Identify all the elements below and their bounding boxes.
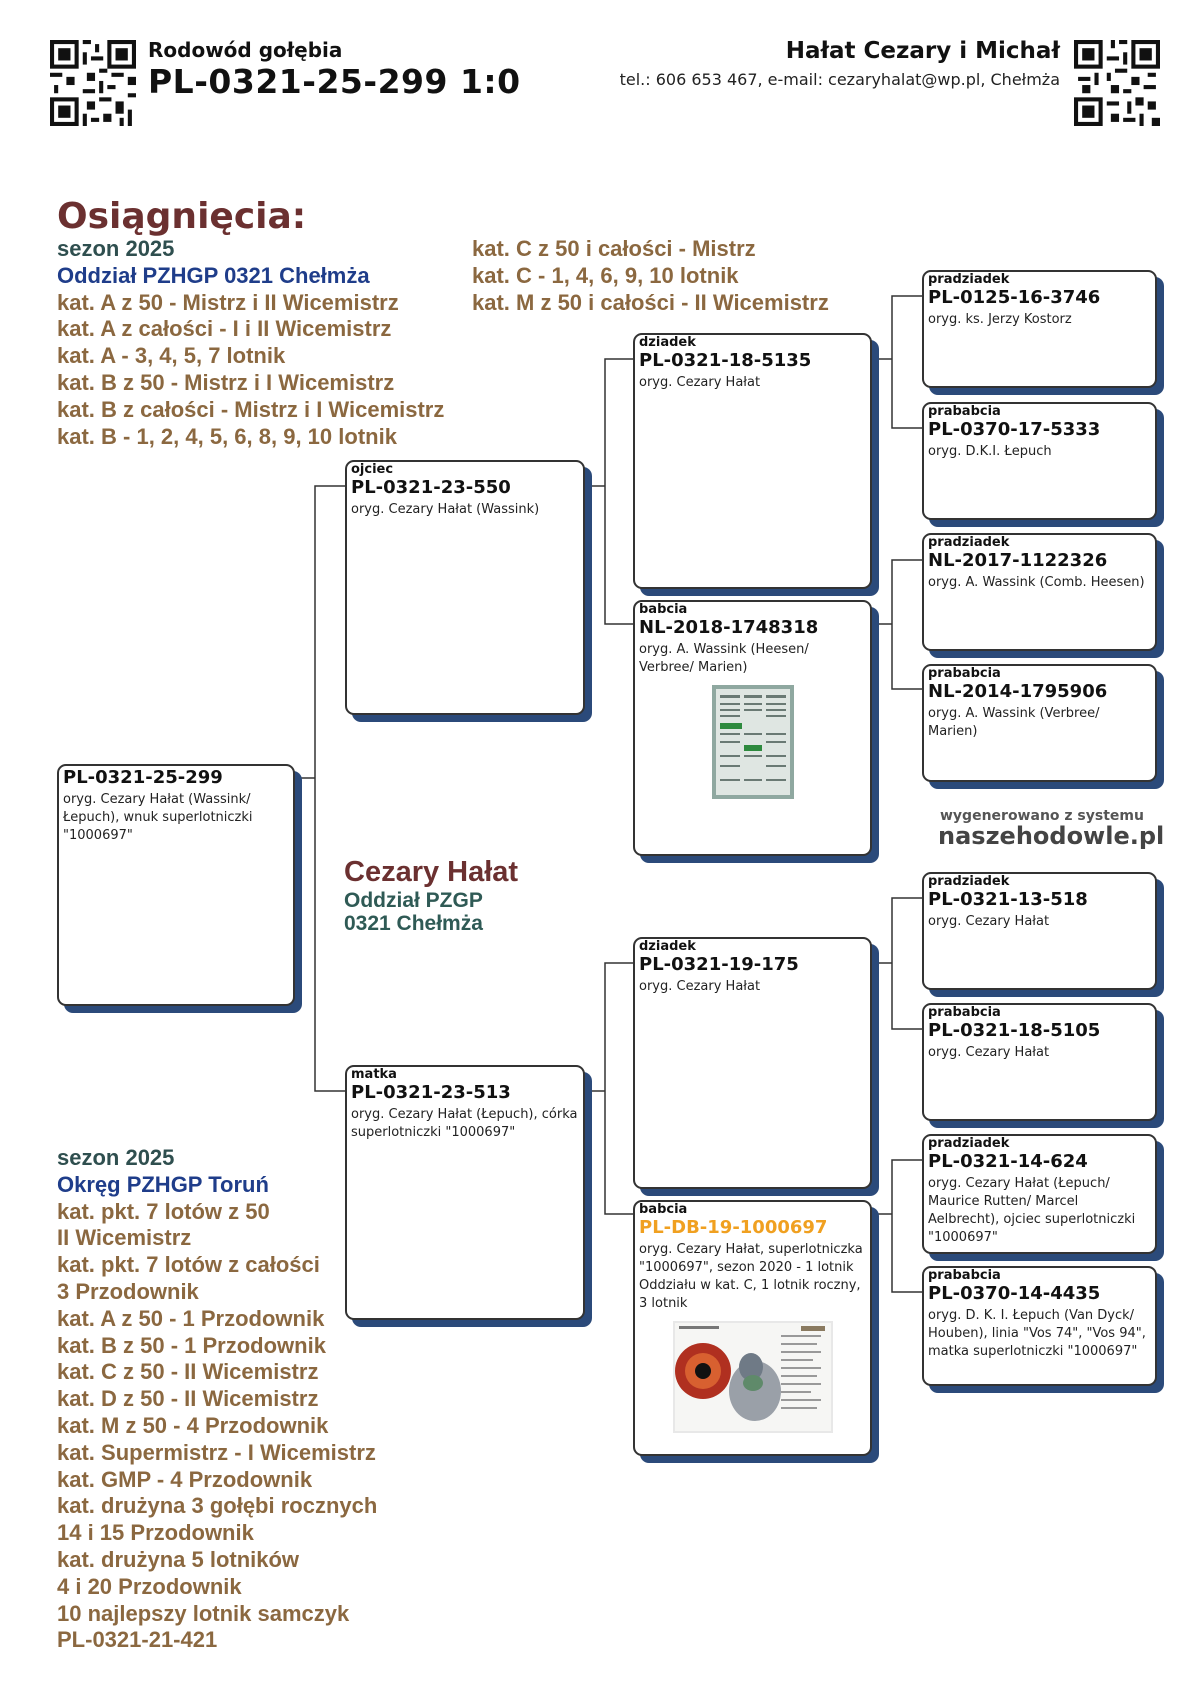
- relation-label: ojciec: [351, 462, 394, 477]
- breeder-name: Cezary Hałat: [344, 856, 519, 888]
- achievement-line: 14 i 15 Przodownik: [57, 1520, 254, 1546]
- pedigree-ggd-2-card[interactable]: [922, 664, 1157, 782]
- achievement-line: kat. C z 50 - II Wicemistrz: [57, 1359, 319, 1385]
- breeder-branch-line: 0321 Chełmża: [344, 912, 483, 935]
- pigeon-origin: oryg. Cezary Hałat, superlotniczka "1000697", sezon 2020 - 1 lotnik Oddziału w kat. C, 1 lotnik roczny, 3 lotnik: [639, 1242, 863, 1311]
- achievement-line: kat. drużyna 5 lotników: [57, 1546, 300, 1572]
- pedigree-ggs-4-card[interactable]: [922, 1134, 1157, 1254]
- relation-label: babcia: [639, 602, 688, 617]
- relation-label: babcia: [639, 1202, 688, 1217]
- achievement-line: 10 najlepszy lotnik samczyk: [57, 1600, 350, 1626]
- pedigree-document-thumbnail[interactable]: [712, 685, 794, 799]
- pedigree-ggd-1-card[interactable]: [922, 402, 1157, 520]
- ring-number: PL-0321-18-5135: [639, 350, 812, 371]
- ring-number: PL-0321-23-513: [351, 1082, 511, 1103]
- achievement-line: kat. B z 50 - 1 Przodownik: [57, 1332, 326, 1358]
- ring-number: PL-0370-17-5333: [928, 419, 1101, 440]
- achievement-line: 4 i 20 Przodownik: [57, 1573, 242, 1599]
- achievements-title: Osiągnięcia:: [57, 196, 307, 237]
- achievement-line: kat. C - 1, 4, 6, 9, 10 lotnik: [472, 262, 739, 288]
- relation-label: pradziadek: [928, 1136, 1010, 1151]
- pigeon-origin: oryg. D. K. I. Łepuch (Van Dyck/ Houben), linia "Vos 74", "Vos 94", matka superlotniczki "1000697": [928, 1308, 1146, 1359]
- pigeon-origin: oryg. ks. Jerzy Kostorz: [928, 312, 1072, 327]
- relation-label: prababcia: [928, 404, 1001, 419]
- ring-number: PL-0321-18-5105: [928, 1020, 1101, 1041]
- achievement-line: II Wicemistrz: [57, 1225, 192, 1251]
- pedigree-granddam-maternal-card[interactable]: [633, 1200, 872, 1456]
- ring-number: PL-0370-14-4435: [928, 1283, 1101, 1304]
- relation-label: pradziadek: [928, 272, 1010, 287]
- pigeon-origin: oryg. D.K.I. Łepuch: [928, 444, 1052, 459]
- achievement-line: 3 Przodownik: [57, 1278, 199, 1304]
- pedigree-grandsire-paternal-card[interactable]: [633, 333, 872, 589]
- achievement-line: kat. pkt. 7 lotów z całości: [57, 1252, 320, 1278]
- pedigree-ggs-1-card[interactable]: [922, 270, 1157, 388]
- achievement-line: kat. Supermistrz - I Wicemistrz: [57, 1439, 376, 1465]
- pigeon-origin: oryg. Cezary Hałat (Wassink): [351, 502, 540, 517]
- ring-number: NL-2018-1748318: [639, 617, 819, 638]
- relation-label: prababcia: [928, 1268, 1001, 1283]
- achievement-line: kat. A - 3, 4, 5, 7 lotnik: [57, 343, 286, 369]
- achievement-line: kat. M z 50 i całości - II Wicemistrz: [472, 289, 829, 315]
- pigeon-origin: oryg. Cezary Hałat (Wassink/ Łepuch), wnuk superlotniczki "1000697": [63, 792, 253, 843]
- pigeon-origin: oryg. A. Wassink (Verbree/ Marien): [928, 706, 1100, 739]
- achievement-line: kat. pkt. 7 lotów z 50: [57, 1198, 270, 1224]
- achievement-line: Okręg PZHGP Toruń: [57, 1171, 269, 1197]
- ring-number: NL-2014-1795906: [928, 681, 1108, 702]
- achievement-line: sezon 2025: [57, 1145, 175, 1170]
- pigeon-origin: oryg. A. Wassink (Heesen/ Verbree/ Marien): [639, 642, 809, 675]
- achievement-line: kat. D z 50 - II Wicemistrz: [57, 1386, 319, 1412]
- achievement-line: kat. GMP - 4 Przodownik: [57, 1466, 313, 1492]
- ring-number: PL-0125-16-3746: [928, 287, 1101, 308]
- achievement-line: kat. M z 50 - 4 Przodownik: [57, 1412, 329, 1438]
- breeder-branch: [344, 889, 518, 935]
- relation-label: prababcia: [928, 666, 1001, 681]
- achievement-line: kat. A z 50 - 1 Przodownik: [57, 1305, 325, 1331]
- pedigree-ggd-3-card[interactable]: [922, 1003, 1157, 1121]
- relation-label: matka: [351, 1067, 397, 1082]
- achievement-line: kat. B z 50 - Mistrz i I Wicemistrz: [57, 369, 395, 395]
- relation-label: dziadek: [639, 335, 696, 350]
- pigeon-origin: oryg. A. Wassink (Comb. Heesen): [928, 575, 1145, 590]
- achievement-line: Oddział PZHGP 0321 Chełmża: [57, 262, 370, 288]
- ring-number: PL-0321-14-624: [928, 1151, 1088, 1172]
- achievement-line: kat. B - 1, 2, 4, 5, 6, 8, 9, 10 lotnik: [57, 423, 397, 449]
- pedigree-sire-card[interactable]: [345, 460, 585, 715]
- achievement-line: kat. A z 50 - Mistrz i II Wicemistrz: [57, 289, 399, 315]
- achievement-line: PL-0321-21-421: [57, 1627, 218, 1653]
- owner-contact: tel.: 606 653 467, e-mail: cezaryhalat@wp.pl, Chełmża: [619, 70, 1060, 89]
- relation-label: prababcia: [928, 1005, 1001, 1020]
- breeder-branch-line: Oddział PZGP: [344, 889, 483, 912]
- document-label: Rodowód gołębia: [148, 38, 343, 62]
- pedigree-dam-card[interactable]: [345, 1065, 585, 1320]
- pedigree-grandsire-maternal-card[interactable]: [633, 937, 872, 1189]
- generated-by-label: wygenerowano z systemu: [940, 808, 1144, 824]
- pedigree-ggs-2-card[interactable]: [922, 533, 1157, 651]
- pigeon-origin: oryg. Cezary Hałat (Łepuch/ Maurice Rutten/ Marcel Aelbrecht), ojciec superlotniczki "1000697": [928, 1176, 1136, 1245]
- pedigree-granddam-paternal-card[interactable]: [633, 600, 872, 856]
- relation-label: dziadek: [639, 939, 696, 954]
- achievement-line: sezon 2025: [57, 236, 175, 261]
- pedigree-ggs-3-card[interactable]: [922, 872, 1157, 990]
- pigeon-origin: oryg. Cezary Hałat: [928, 914, 1050, 929]
- achievement-line: kat. A z całości - I i II Wicemistrz: [57, 316, 392, 342]
- ring-number: PL-0321-13-518: [928, 889, 1088, 910]
- relation-label: pradziadek: [928, 535, 1010, 550]
- pedigree-ggd-4-card[interactable]: [922, 1266, 1157, 1386]
- relation-label: pradziadek: [928, 874, 1010, 889]
- pigeon-origin: oryg. Cezary Hałat: [928, 1045, 1050, 1060]
- breeder-block: [344, 856, 518, 935]
- ring-number: PL-0321-23-550: [351, 477, 511, 498]
- ring-number: PL-DB-19-1000697: [639, 1217, 828, 1238]
- pedigree-subject-card[interactable]: [57, 764, 295, 1006]
- ring-number: PL-0321-19-175: [639, 954, 799, 975]
- pigeon-origin: oryg. Cezary Hałat: [639, 375, 761, 390]
- pigeon-origin: oryg. Cezary Hałat (Łepuch), córka superlotniczki "1000697": [351, 1107, 578, 1140]
- ring-number: PL-0321-25-299: [63, 767, 223, 788]
- achievement-line: kat. C z 50 i całości - Mistrz: [472, 236, 756, 261]
- achievement-line: kat. B z całości - Mistrz i I Wicemistrz: [57, 396, 445, 422]
- achievement-line: kat. drużyna 3 gołębi rocznych: [57, 1493, 378, 1519]
- generator-site-link[interactable]: naszehodowle.pl: [938, 822, 1165, 850]
- pigeon-origin: oryg. Cezary Hałat: [639, 979, 761, 994]
- ring-number: NL-2017-1122326: [928, 550, 1108, 571]
- pigeon-photo-card-thumbnail[interactable]: [673, 1321, 833, 1433]
- page-title: PL-0321-25-299 1:0: [148, 62, 521, 101]
- owner-name: Hałat Cezary i Michał: [785, 38, 1060, 64]
